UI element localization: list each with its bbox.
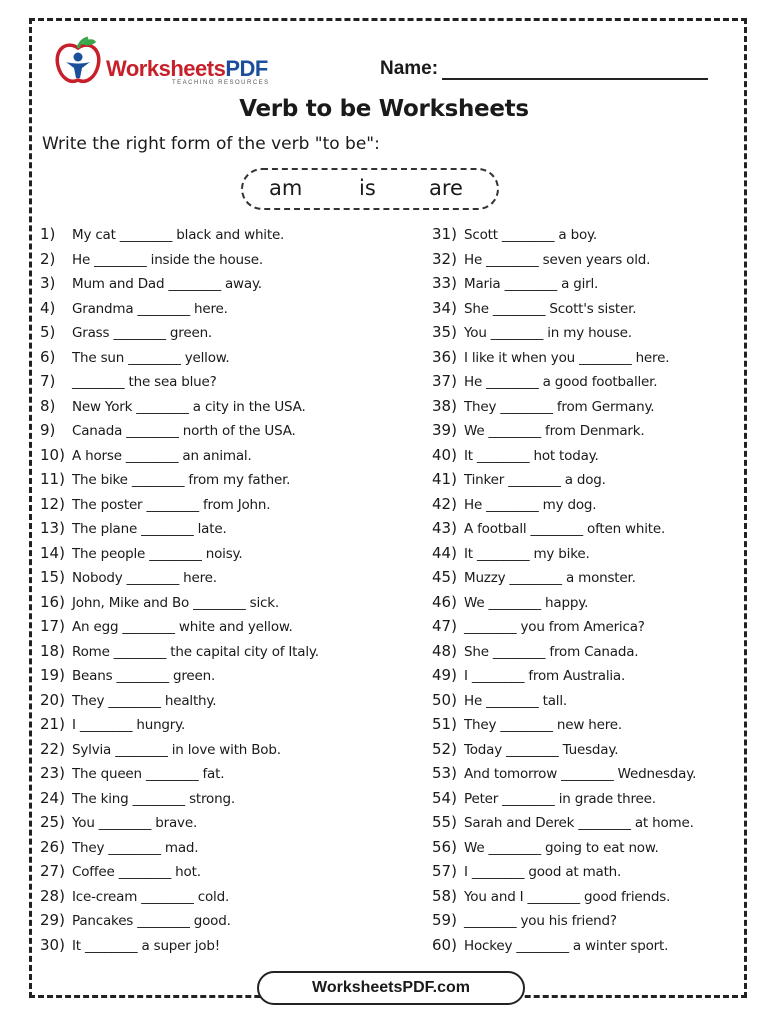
question-text[interactable]: Mum and Dad ________ away. — [72, 276, 262, 292]
question-text[interactable]: You ________ brave. — [72, 815, 198, 831]
question-text[interactable]: You ________ in my house. — [464, 325, 632, 341]
question-number: 54) — [432, 788, 457, 807]
question-number: 47) — [432, 617, 457, 635]
question-number: 32) — [432, 249, 457, 268]
question-number: 3) — [40, 274, 56, 292]
question-text[interactable]: We ________ happy. — [464, 594, 589, 611]
question-text[interactable]: They ________ healthy. — [72, 692, 217, 709]
question-text[interactable]: New York ________ a city in the USA. — [72, 398, 306, 415]
question-number: 20) — [40, 690, 65, 709]
question-number: 44) — [432, 543, 457, 562]
question-text[interactable]: ________ you his friend? — [464, 913, 617, 929]
question-number: 23) — [40, 764, 65, 782]
question-text[interactable]: Pancakes ________ good. — [72, 913, 231, 929]
question-number: 26) — [40, 837, 65, 856]
question-text[interactable]: The people ________ noisy. — [72, 545, 243, 562]
question-text[interactable]: I ________ good at math. — [464, 864, 622, 880]
name-input-line[interactable] — [442, 78, 708, 80]
question-number: 8) — [40, 396, 56, 415]
question-number: 49) — [432, 666, 457, 684]
question-number: 59) — [432, 911, 457, 929]
question-number: 18) — [40, 641, 65, 660]
question-text[interactable]: And tomorrow ________ Wednesday. — [464, 766, 697, 782]
question-number: 19) — [40, 666, 65, 684]
logo — [52, 36, 282, 96]
word-bank-item: am — [269, 176, 303, 200]
question-number: 38) — [432, 396, 457, 415]
question-text[interactable]: Grass ________ green. — [72, 325, 213, 341]
question-number: 28) — [40, 886, 65, 905]
question-number: 55) — [432, 813, 457, 831]
question-text[interactable]: A football ________ often white. — [464, 521, 666, 537]
question-text[interactable]: Grandma ________ here. — [72, 300, 228, 317]
question-text[interactable]: He ________ my dog. — [464, 496, 597, 513]
question-text[interactable]: She ________ from Canada. — [464, 643, 639, 660]
question-text[interactable]: Today ________ Tuesday. — [464, 741, 619, 758]
question-text[interactable]: Tinker ________ a dog. — [464, 472, 606, 488]
question-number: 51) — [432, 715, 457, 733]
question-text[interactable]: She ________ Scott's sister. — [464, 300, 637, 317]
question-text[interactable]: Maria ________ a girl. — [464, 276, 599, 292]
question-number: 29) — [40, 911, 65, 929]
question-number: 43) — [432, 519, 457, 537]
question-number: 53) — [432, 764, 457, 782]
question-number: 39) — [432, 421, 457, 439]
question-number: 56) — [432, 837, 457, 856]
question-text[interactable]: Scott ________ a boy. — [464, 227, 597, 243]
question-text[interactable]: We ________ going to eat now. — [464, 839, 659, 856]
question-number: 16) — [40, 592, 65, 611]
question-number: 37) — [432, 372, 457, 390]
question-number: 4) — [40, 298, 56, 317]
question-text[interactable]: Peter ________ in grade three. — [464, 790, 656, 807]
question-text[interactable]: They ________ from Germany. — [464, 398, 655, 415]
instructions: Write the right form of the verb "to be": — [42, 134, 380, 154]
question-text[interactable]: Canada ________ north of the USA. — [72, 423, 296, 439]
question-text[interactable]: ________ the sea blue? — [72, 374, 217, 390]
question-text[interactable]: I ________ hungry. — [72, 717, 186, 733]
question-text[interactable]: Sylvia ________ in love with Bob. — [72, 741, 281, 758]
question-text[interactable]: The sun ________ yellow. — [72, 349, 230, 366]
question-number: 35) — [432, 323, 457, 341]
question-text[interactable]: They ________ new here. — [464, 717, 622, 733]
question-number: 40) — [432, 445, 457, 464]
question-text[interactable]: It ________ hot today. — [464, 447, 599, 464]
question-number: 24) — [40, 788, 65, 807]
question-number: 46) — [432, 592, 457, 611]
question-number: 52) — [432, 739, 457, 758]
word-bank — [241, 168, 499, 210]
question-number: 21) — [40, 715, 65, 733]
question-number: 15) — [40, 568, 65, 586]
question-number: 9) — [40, 421, 56, 439]
question-number: 48) — [432, 641, 457, 660]
question-number: 41) — [432, 470, 457, 488]
question-number: 30) — [40, 935, 65, 954]
footer-website: WorksheetsPDF.com — [257, 971, 525, 1005]
question-text[interactable]: An egg ________ white and yellow. — [72, 619, 293, 635]
word-bank-item: is — [359, 176, 376, 200]
question-text[interactable]: He ________ a good footballer. — [464, 374, 658, 390]
question-number: 14) — [40, 543, 65, 562]
question-text[interactable]: It ________ my bike. — [464, 545, 590, 562]
question-number: 50) — [432, 690, 457, 709]
question-number: 57) — [432, 862, 457, 880]
question-number: 22) — [40, 739, 65, 758]
question-text[interactable]: Nobody ________ here. — [72, 570, 217, 586]
question-number: 34) — [432, 298, 457, 317]
question-number: 36) — [432, 347, 457, 366]
name-label: Name: — [380, 58, 439, 79]
question-text[interactable]: He ________ seven years old. — [464, 251, 651, 268]
question-number: 5) — [40, 323, 56, 341]
question-text[interactable]: The king ________ strong. — [72, 790, 235, 807]
question-number: 58) — [432, 886, 457, 905]
question-text[interactable]: My cat ________ black and white. — [72, 227, 285, 243]
question-number: 6) — [40, 347, 56, 366]
question-text[interactable]: Ice-cream ________ cold. — [72, 888, 230, 905]
question-number: 27) — [40, 862, 65, 880]
question-text[interactable]: The plane ________ late. — [72, 521, 227, 537]
question-text[interactable]: You and I ________ good friends. — [464, 888, 671, 905]
logo-wordmark: WorksheetsPDF — [106, 56, 268, 81]
question-number: 10) — [40, 445, 65, 464]
question-text[interactable]: Rome ________ the capital city of Italy. — [72, 643, 319, 660]
question-text[interactable]: We ________ from Denmark. — [464, 423, 645, 439]
page-title: Verb to be Worksheets — [239, 96, 529, 122]
question-text[interactable]: A horse ________ an animal. — [72, 447, 252, 464]
question-number: 25) — [40, 813, 65, 831]
question-text[interactable]: The bike ________ from my father. — [72, 472, 291, 488]
question-number: 33) — [432, 274, 457, 292]
question-number: 42) — [432, 494, 457, 513]
question-text[interactable]: The poster ________ from John. — [72, 496, 271, 513]
question-number: 60) — [432, 935, 457, 954]
question-number: 17) — [40, 617, 65, 635]
question-text[interactable]: Sarah and Derek ________ at home. — [464, 815, 694, 831]
question-number: 2) — [40, 249, 56, 268]
question-text[interactable]: John, Mike and Bo ________ sick. — [72, 594, 279, 611]
question-number: 7) — [40, 372, 56, 390]
question-text[interactable]: They ________ mad. — [72, 839, 199, 856]
word-bank-item: are — [429, 176, 463, 200]
question-text[interactable]: Coffee ________ hot. — [72, 864, 201, 880]
question-text[interactable]: Muzzy ________ a monster. — [464, 570, 636, 586]
question-number: 12) — [40, 494, 65, 513]
question-text[interactable]: The queen ________ fat. — [72, 766, 225, 782]
question-text[interactable]: He ________ inside the house. — [72, 251, 263, 268]
question-text[interactable]: It ________ a super job! — [72, 937, 220, 954]
question-number: 11) — [40, 470, 65, 488]
question-text[interactable]: Hockey ________ a winter sport. — [464, 937, 669, 954]
question-text[interactable]: ________ you from America? — [464, 619, 645, 635]
question-text[interactable]: Beans ________ green. — [72, 668, 216, 684]
question-number: 45) — [432, 568, 457, 586]
question-text[interactable]: I ________ from Australia. — [464, 668, 626, 684]
question-text[interactable]: He ________ tall. — [464, 692, 567, 709]
question-text[interactable]: I like it when you ________ here. — [464, 349, 670, 366]
question-number: 31) — [432, 225, 457, 243]
apple-person-icon — [52, 36, 104, 88]
logo-tagline: TEACHING RESOURCES — [172, 80, 270, 86]
question-number: 13) — [40, 519, 65, 537]
question-number: 1) — [40, 225, 56, 243]
